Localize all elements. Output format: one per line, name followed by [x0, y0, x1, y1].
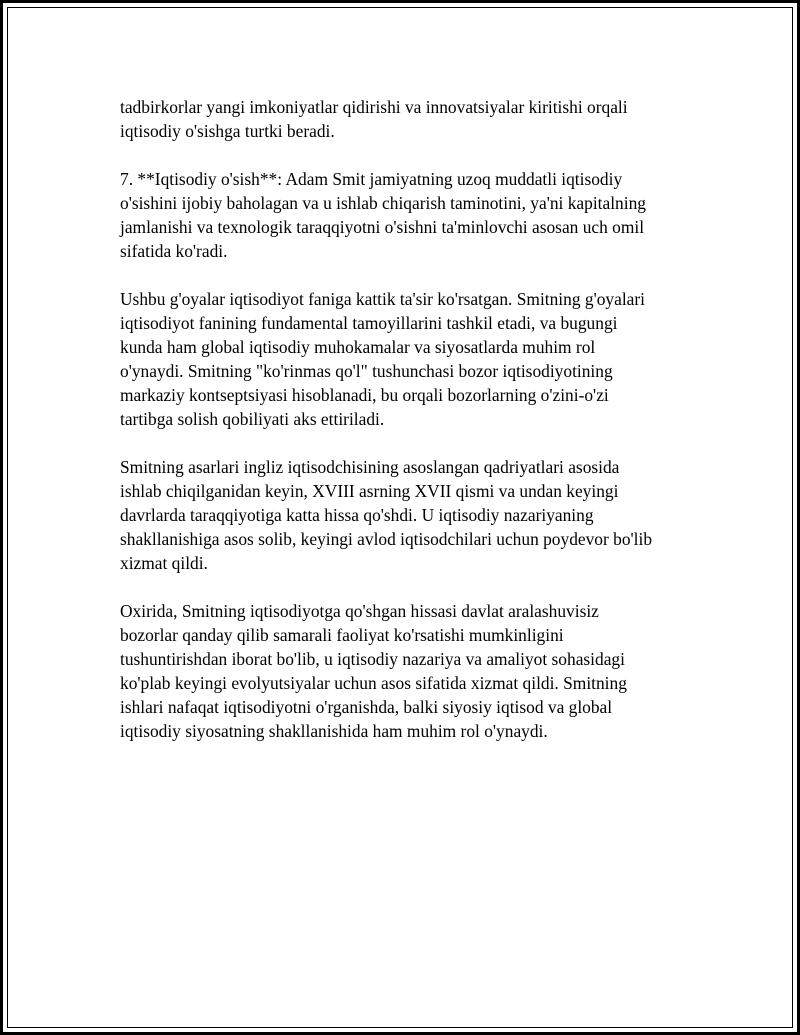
paragraph-2 [120, 167, 695, 263]
text-line: ishlab chiqilganidan keyin, XVIII asrning XVII qismi va undan keyingi [120, 481, 619, 501]
text-line: o'ynaydi. Smitning "ko'rinmas qo'l" tushunchasi bozor iqtisodiyotining [120, 361, 613, 381]
paragraph-3 [120, 287, 695, 431]
text-line: bozorlar qanday qilib samarali faoliyat ko'rsatishi mumkinligini [120, 625, 564, 645]
text-line: jamlanishi va texnologik taraqqiyotni o'sishni ta'minlovchi asosan uch omil [120, 217, 645, 237]
text-line: iqtisodiy o'sishga turtki beradi. [120, 121, 335, 141]
text-line: o'sishini ijobiy baholagan va u ishlab chiqarish taminotini, ya'ni kapitalning [120, 193, 646, 213]
text-line: iqtisodiy siyosatning shakllanishida ham muhim rol o'ynaydi. [120, 721, 548, 741]
text-line: iqtisodiyot fanining fundamental tamoyillarini tashkil etadi, va bugungi [120, 313, 618, 333]
paragraph-4 [120, 455, 695, 575]
document-body [120, 95, 695, 767]
text-line: ishlari nafaqat iqtisodiyotni o'rganishda, balki siyosiy iqtisod va global [120, 697, 613, 717]
text-line: xizmat qildi. [120, 553, 208, 573]
paragraph-1 [120, 95, 695, 143]
text-line: tartibga solish qobiliyati aks ettiriladi. [120, 409, 385, 429]
text-line: markaziy kontseptsiyasi hisoblanadi, bu orqali bozorlarning o'zini-o'zi [120, 385, 609, 405]
text-line: shakllanishiga asos solib, keyingi avlod iqtisodchilari uchun poydevor bo'lib [120, 529, 653, 549]
text-line: Ushbu g'oyalar iqtisodiyot faniga kattik ta'sir ko'rsatgan. Smitning g'oyalari [120, 289, 645, 309]
text-line: ko'plab keyingi evolyutsiyalar uchun asos sifatida xizmat qildi. Smitning [120, 673, 627, 693]
text-line: 7. **Iqtisodiy o'sish**: Adam Smit jamiyatning uzoq muddatli iqtisodiy [120, 169, 623, 189]
text-line: davrlarda taraqqiyotiga katta hissa qo'shdi. U iqtisodiy nazariyaning [120, 505, 594, 525]
text-line: tushuntirishdan iborat bo'lib, u iqtisodiy nazariya va amaliyot sohasidagi [120, 649, 625, 669]
text-line: tadbirkorlar yangi imkoniyatlar qidirishi va innovatsiyalar kiritishi orqali [120, 97, 628, 117]
text-line: sifatida ko'radi. [120, 241, 228, 261]
text-line: kunda ham global iqtisodiy muhokamalar va siyosatlarda muhim rol [120, 337, 596, 357]
paragraph-5 [120, 599, 695, 743]
text-line: Oxirida, Smitning iqtisodiyotga qo'shgan hissasi davlat aralashuvisiz [120, 601, 599, 621]
text-line: Smitning asarlari ingliz iqtisodchisining asoslangan qadriyatlari asosida [120, 457, 620, 477]
